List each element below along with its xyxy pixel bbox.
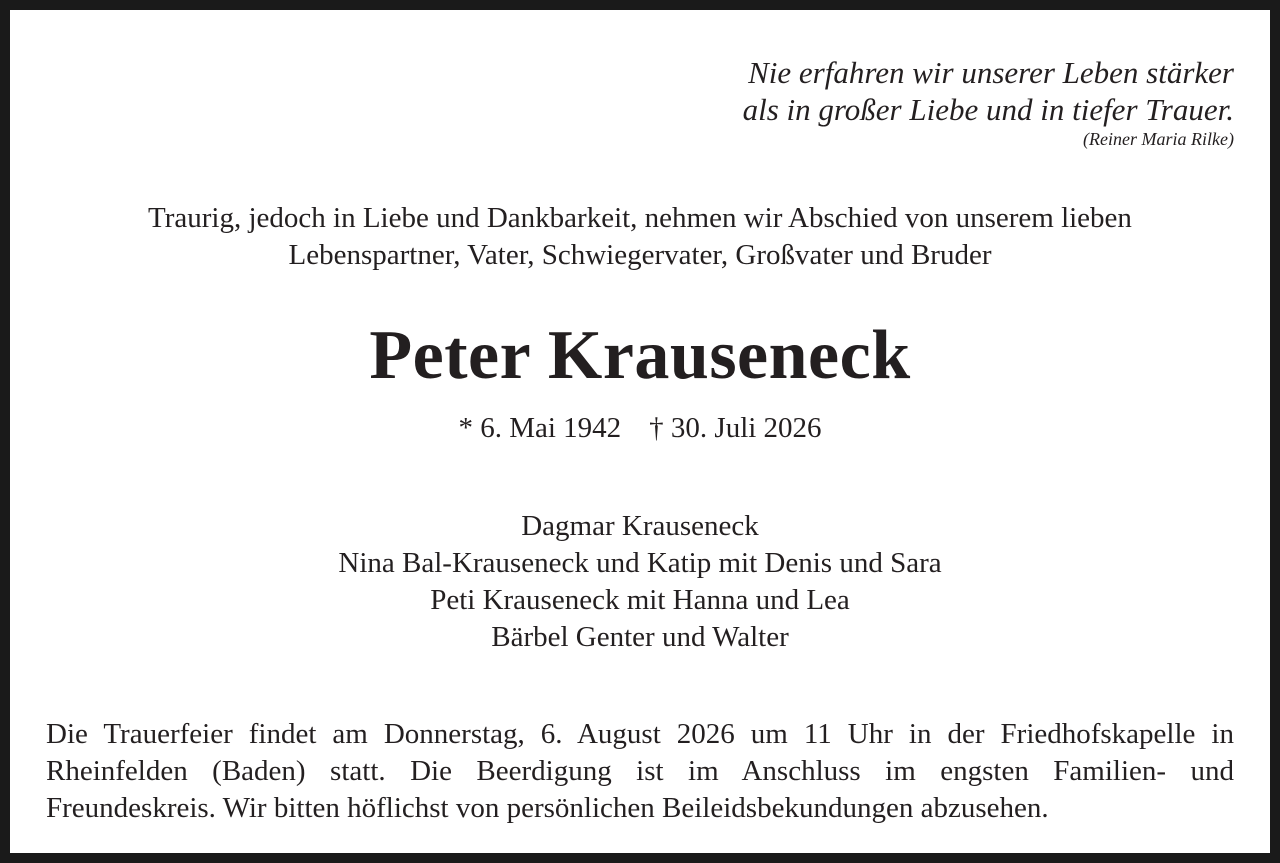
quote-line-1: Nie erfahren wir unserer Leben stärker [748, 55, 1234, 90]
intro-line-2: Lebenspartner, Vater, Schwiegervater, Großvater und Bruder [288, 239, 992, 271]
death-date: † 30. Juli 2026 [649, 412, 822, 444]
mourner-entry: Nina Bal-Krauseneck und Katip mit Denis und Sara [338, 547, 942, 579]
service-line-2: Rheinfelden (Baden) statt. Die Beerdigung ist im Anschluss im engsten Familien- und [46, 755, 1234, 787]
quote-line-2: als in großer Liebe und in tiefer Trauer. [742, 92, 1234, 127]
service-line-3: Freundeskreis. Wir bitten höflichst von persönlichen Beileidsbekundungen abzusehen. [46, 792, 1049, 824]
birth-date: * 6. Mai 1942 [458, 412, 622, 444]
obituary-notice [10, 10, 1270, 853]
mourner-entry: Dagmar Krauseneck [521, 510, 759, 542]
mourner-entry: Bärbel Genter und Walter [491, 621, 789, 653]
life-dates [10, 410, 1270, 446]
intro-line-1: Traurig, jedoch in Liebe und Dankbarkeit, nehmen wir Abschied von unserem lieben [148, 202, 1132, 234]
service-line-1: Die Trauerfeier findet am Donnerstag, 6. August 2026 um 11 Uhr in der Friedhofskapelle in [46, 718, 1234, 750]
rilke-quote [743, 54, 1234, 150]
deceased-name: Peter Krauseneck [369, 317, 911, 394]
intro-text [10, 200, 1270, 274]
funeral-service-info [46, 716, 1234, 827]
mourners-list [10, 508, 1270, 656]
quote-author: (Reiner Maria Rilke) [1083, 129, 1234, 149]
mourner-entry: Peti Krauseneck mit Hanna und Lea [430, 584, 850, 616]
